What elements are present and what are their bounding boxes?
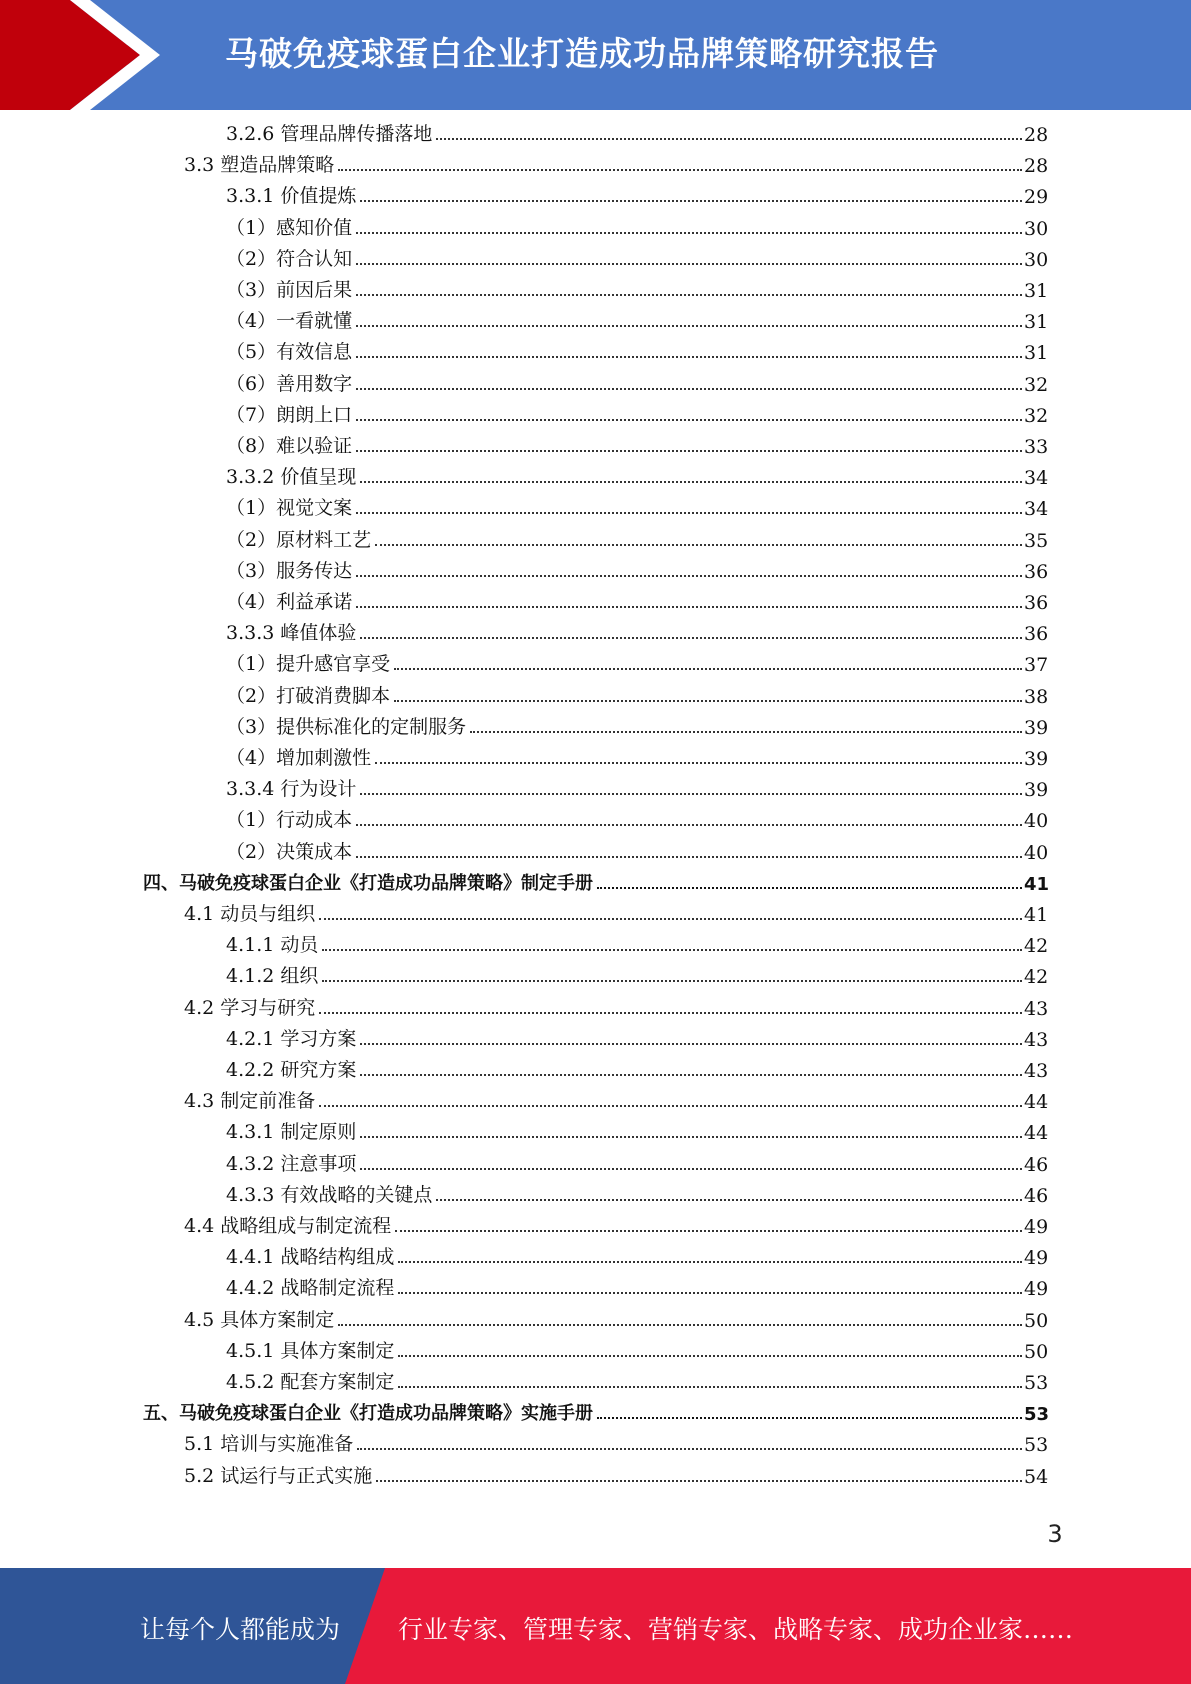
toc-entry-label: （3）服务传达 <box>226 560 353 582</box>
toc-leader-dots <box>394 668 1022 670</box>
toc-entry-label: 3.3 塑造品牌策略 <box>184 154 335 176</box>
toc-entry-page: 36 <box>1024 561 1049 583</box>
toc-entry-label: （5）有效信息 <box>226 341 353 363</box>
toc-entry-page: 42 <box>1024 966 1049 988</box>
toc-leader-dots <box>360 1074 1022 1076</box>
toc-entry[interactable] <box>184 895 1048 926</box>
toc-entry-page: 40 <box>1024 810 1049 832</box>
toc-leader-dots <box>360 200 1022 202</box>
page-number: 3 <box>1047 1520 1063 1548</box>
toc-entry-label: 3.3.4 行为设计 <box>226 778 357 800</box>
toc-leader-dots <box>376 1480 1022 1482</box>
toc-entry-label: 五、马破免疫球蛋白企业《打造成功品牌策略》实施手册 <box>143 1403 593 1424</box>
toc-leader-dots <box>398 1292 1022 1294</box>
toc-entry-page: 31 <box>1024 311 1049 333</box>
toc-entry-label: 4.5.1 具体方案制定 <box>226 1340 395 1362</box>
toc-leader-dots <box>398 1386 1022 1388</box>
toc-entry[interactable] <box>184 1082 1048 1113</box>
toc-entry-label: 3.3.1 价值提炼 <box>226 185 357 207</box>
toc-entry-label: （1）提升感官享受 <box>226 653 391 675</box>
toc-entry-page: 37 <box>1024 654 1049 676</box>
header-chevron-icon <box>0 0 160 110</box>
toc-entry-page: 38 <box>1024 686 1049 708</box>
toc-leader-dots <box>319 1105 1022 1107</box>
toc-leader-dots <box>597 1417 1022 1419</box>
toc-entry-page: 44 <box>1024 1091 1049 1113</box>
toc-leader-dots <box>357 1448 1022 1450</box>
toc-entry-label: （4）一看就懂 <box>226 310 353 332</box>
toc-leader-dots <box>436 1199 1022 1201</box>
toc-entry-label: 3.3.3 峰值体验 <box>226 622 357 644</box>
toc-leader-dots <box>395 1230 1022 1232</box>
toc-leader-dots <box>322 949 1022 951</box>
toc-entry-label: （1）视觉文案 <box>226 497 353 519</box>
toc-entry[interactable] <box>226 365 1048 396</box>
toc-entry[interactable] <box>226 1332 1048 1363</box>
toc-entry-label: 5.2 试运行与正式实施 <box>184 1465 373 1487</box>
toc-entry-page: 39 <box>1024 779 1049 801</box>
toc-entry[interactable] <box>226 677 1048 708</box>
toc-entry[interactable] <box>226 1020 1048 1051</box>
toc-entry-label: （3）提供标准化的定制服务 <box>226 716 467 738</box>
toc-entry-page: 49 <box>1024 1216 1049 1238</box>
toc-entry-label: （3）前因后果 <box>226 279 353 301</box>
toc-entry-label: （7）朗朗上口 <box>226 404 353 426</box>
toc-entry[interactable] <box>184 1457 1048 1488</box>
toc-entry-label: 3.3.2 价值呈现 <box>226 466 357 488</box>
toc-entry-label: 4.3.2 注意事项 <box>226 1153 357 1175</box>
toc-entry[interactable] <box>226 926 1048 957</box>
toc-entry-label: 4.3.3 有效战略的关键点 <box>226 1184 433 1206</box>
toc-leader-dots <box>322 980 1022 982</box>
toc-entry-page: 33 <box>1024 436 1049 458</box>
toc-entry-page: 41 <box>1024 904 1049 926</box>
toc-entry-label: 四、马破免疫球蛋白企业《打造成功品牌策略》制定手册 <box>143 873 593 894</box>
toc-entry-label: 5.1 培训与实施准备 <box>184 1433 354 1455</box>
toc-leader-dots <box>360 1043 1022 1045</box>
toc-leader-dots <box>356 419 1022 421</box>
toc-leader-dots <box>319 918 1022 920</box>
toc-entry[interactable] <box>226 333 1048 364</box>
toc-leader-dots <box>356 512 1022 514</box>
toc-entry-label: 4.1 动员与组织 <box>184 903 316 925</box>
footer-slogan-left: 让每个人都能成为 <box>140 1615 341 1644</box>
toc-entry[interactable] <box>226 1145 1048 1176</box>
toc-entry[interactable] <box>226 583 1048 614</box>
toc-leader-dots <box>394 700 1022 702</box>
toc-leader-dots <box>356 232 1022 234</box>
toc-leader-dots <box>360 1168 1022 1170</box>
toc-leader-dots <box>338 169 1022 171</box>
toc-entry-page: 28 <box>1024 155 1049 177</box>
toc-entry-label: （4）利益承诺 <box>226 591 353 613</box>
toc-leader-dots <box>356 388 1022 390</box>
toc-entry-label: （4）增加刺激性 <box>226 747 372 769</box>
toc-entry-label: 4.5 具体方案制定 <box>184 1309 335 1331</box>
toc-leader-dots <box>470 731 1022 733</box>
toc-leader-dots <box>338 1324 1022 1326</box>
toc-entry-page: 36 <box>1024 623 1049 645</box>
toc-entry-label: 4.4.2 战略制定流程 <box>226 1277 395 1299</box>
page-header <box>0 0 1191 110</box>
toc-leader-dots <box>375 762 1022 764</box>
toc-entry[interactable] <box>184 1425 1048 1456</box>
toc-entry-page: 34 <box>1024 498 1049 520</box>
toc-entry[interactable] <box>226 770 1048 801</box>
toc-entry-page: 36 <box>1024 592 1049 614</box>
toc-entry[interactable] <box>226 209 1048 240</box>
toc-entry[interactable] <box>226 396 1048 427</box>
toc-entry-page: 54 <box>1024 1466 1049 1488</box>
toc-leader-dots <box>356 606 1022 608</box>
toc-entry[interactable] <box>226 1269 1048 1300</box>
toc-entry-page: 28 <box>1024 124 1049 146</box>
toc-entry[interactable] <box>226 708 1048 739</box>
toc-leader-dots <box>360 1136 1022 1138</box>
toc-entry-page: 50 <box>1024 1310 1049 1332</box>
toc-leader-dots <box>356 575 1022 577</box>
toc-entry-page: 46 <box>1024 1154 1049 1176</box>
header-title: 马破免疫球蛋白企业打造成功品牌策略研究报告 <box>225 34 939 73</box>
toc-entry[interactable] <box>226 1176 1048 1207</box>
toc-entry[interactable] <box>184 146 1048 177</box>
toc-entry-label: 4.4.1 战略结构组成 <box>226 1246 395 1268</box>
toc-entry-page: 46 <box>1024 1185 1049 1207</box>
toc-entry-page: 49 <box>1024 1247 1049 1269</box>
toc-entry[interactable] <box>226 957 1048 988</box>
toc-entry[interactable] <box>226 614 1048 645</box>
toc-leader-dots <box>360 793 1022 795</box>
toc-leader-dots <box>356 450 1022 452</box>
toc-entry-label: （1）行动成本 <box>226 809 353 831</box>
toc-leader-dots <box>375 544 1022 546</box>
toc-leader-dots <box>319 1012 1022 1014</box>
toc-entry-page: 43 <box>1024 998 1049 1020</box>
toc-leader-dots <box>356 294 1022 296</box>
toc-entry-label: （1）感知价值 <box>226 217 353 239</box>
toc-entry-page: 43 <box>1024 1029 1049 1051</box>
toc-leader-dots <box>597 887 1022 889</box>
toc-entry-label: 4.2 学习与研究 <box>184 997 316 1019</box>
footer-slogan-right: 行业专家、管理专家、营销专家、战略专家、成功企业家…… <box>398 1615 1074 1644</box>
toc-entry-page: 30 <box>1024 249 1049 271</box>
toc-entry-page: 49 <box>1024 1278 1049 1300</box>
toc-leader-dots <box>360 637 1022 639</box>
toc-entry-page: 31 <box>1024 342 1049 364</box>
toc-entry[interactable] <box>226 1363 1048 1394</box>
toc-entry[interactable] <box>226 427 1048 458</box>
toc-entry-label: （2）决策成本 <box>226 841 353 863</box>
toc-entry[interactable] <box>184 989 1048 1020</box>
toc-entry[interactable] <box>226 1051 1048 1082</box>
toc-entry[interactable] <box>226 115 1048 146</box>
toc-entry[interactable] <box>226 739 1048 770</box>
toc-entry-page: 50 <box>1024 1341 1049 1363</box>
toc-entry-page: 53 <box>1024 1372 1049 1394</box>
toc-entry[interactable] <box>226 489 1048 520</box>
toc-entry[interactable] <box>226 521 1048 552</box>
toc-entry-page: 39 <box>1024 717 1049 739</box>
toc-entry-label: 4.4 战略组成与制定流程 <box>184 1215 392 1237</box>
toc-entry-page: 29 <box>1024 186 1049 208</box>
toc-entry[interactable] <box>184 1207 1048 1238</box>
toc-entry-label: 3.2.6 管理品牌传播落地 <box>226 123 433 145</box>
toc-entry-page: 42 <box>1024 935 1049 957</box>
toc-entry[interactable] <box>226 645 1048 676</box>
toc-entry-page: 32 <box>1024 374 1049 396</box>
toc-leader-dots <box>356 824 1022 826</box>
toc-entry-label: （2）符合认知 <box>226 248 353 270</box>
toc-entry[interactable] <box>226 177 1048 208</box>
toc-leader-dots <box>356 263 1022 265</box>
toc-entry[interactable] <box>226 240 1048 271</box>
toc-leader-dots <box>398 1355 1022 1357</box>
toc-entry-page: 32 <box>1024 405 1049 427</box>
toc-entry-page: 34 <box>1024 467 1049 489</box>
toc-entry-label: 4.2.2 研究方案 <box>226 1059 357 1081</box>
toc-leader-dots <box>398 1261 1022 1263</box>
toc-entry-label: 4.1.1 动员 <box>226 934 319 956</box>
toc-entry[interactable] <box>184 1301 1048 1332</box>
toc-entry-page: 35 <box>1024 530 1049 552</box>
toc-entry-label: 4.3.1 制定原则 <box>226 1121 357 1143</box>
toc-entry[interactable] <box>226 458 1048 489</box>
toc-entry[interactable] <box>143 1394 1048 1425</box>
toc-leader-dots <box>356 325 1022 327</box>
toc-entry[interactable] <box>226 833 1048 864</box>
toc-entry-page: 30 <box>1024 218 1049 240</box>
toc-entry-label: （2）原材料工艺 <box>226 529 372 551</box>
toc-entry-page: 39 <box>1024 748 1049 770</box>
toc-leader-dots <box>356 856 1022 858</box>
toc-leader-dots <box>436 138 1022 140</box>
toc-entry-page: 53 <box>1024 1404 1050 1425</box>
toc-entry[interactable] <box>143 864 1048 895</box>
toc-entry-label: （2）打破消费脚本 <box>226 685 391 707</box>
toc-entry-page: 41 <box>1024 874 1050 895</box>
page-footer <box>0 1568 1191 1684</box>
toc-entry-page: 43 <box>1024 1060 1049 1082</box>
toc-entry-page: 44 <box>1024 1122 1049 1144</box>
toc-entry-label: 4.3 制定前准备 <box>184 1090 316 1112</box>
toc-entry-label: 4.2.1 学习方案 <box>226 1028 357 1050</box>
toc-entry-page: 53 <box>1024 1434 1049 1456</box>
toc-entry-label: （8）难以验证 <box>226 435 353 457</box>
toc-entry-label: 4.1.2 组织 <box>226 965 319 987</box>
toc-entry-page: 31 <box>1024 280 1049 302</box>
toc-entry-page: 40 <box>1024 842 1049 864</box>
toc-entry-label: （6）善用数字 <box>226 373 353 395</box>
toc-entry[interactable] <box>226 1238 1048 1269</box>
toc-entry[interactable] <box>226 271 1048 302</box>
toc-entry-label: 4.5.2 配套方案制定 <box>226 1371 395 1393</box>
toc-entry[interactable] <box>226 552 1048 583</box>
toc-entry[interactable] <box>226 1113 1048 1144</box>
toc-leader-dots <box>356 356 1022 358</box>
toc-leader-dots <box>360 481 1022 483</box>
toc-entry[interactable] <box>226 302 1048 333</box>
toc-entry[interactable] <box>226 801 1048 832</box>
